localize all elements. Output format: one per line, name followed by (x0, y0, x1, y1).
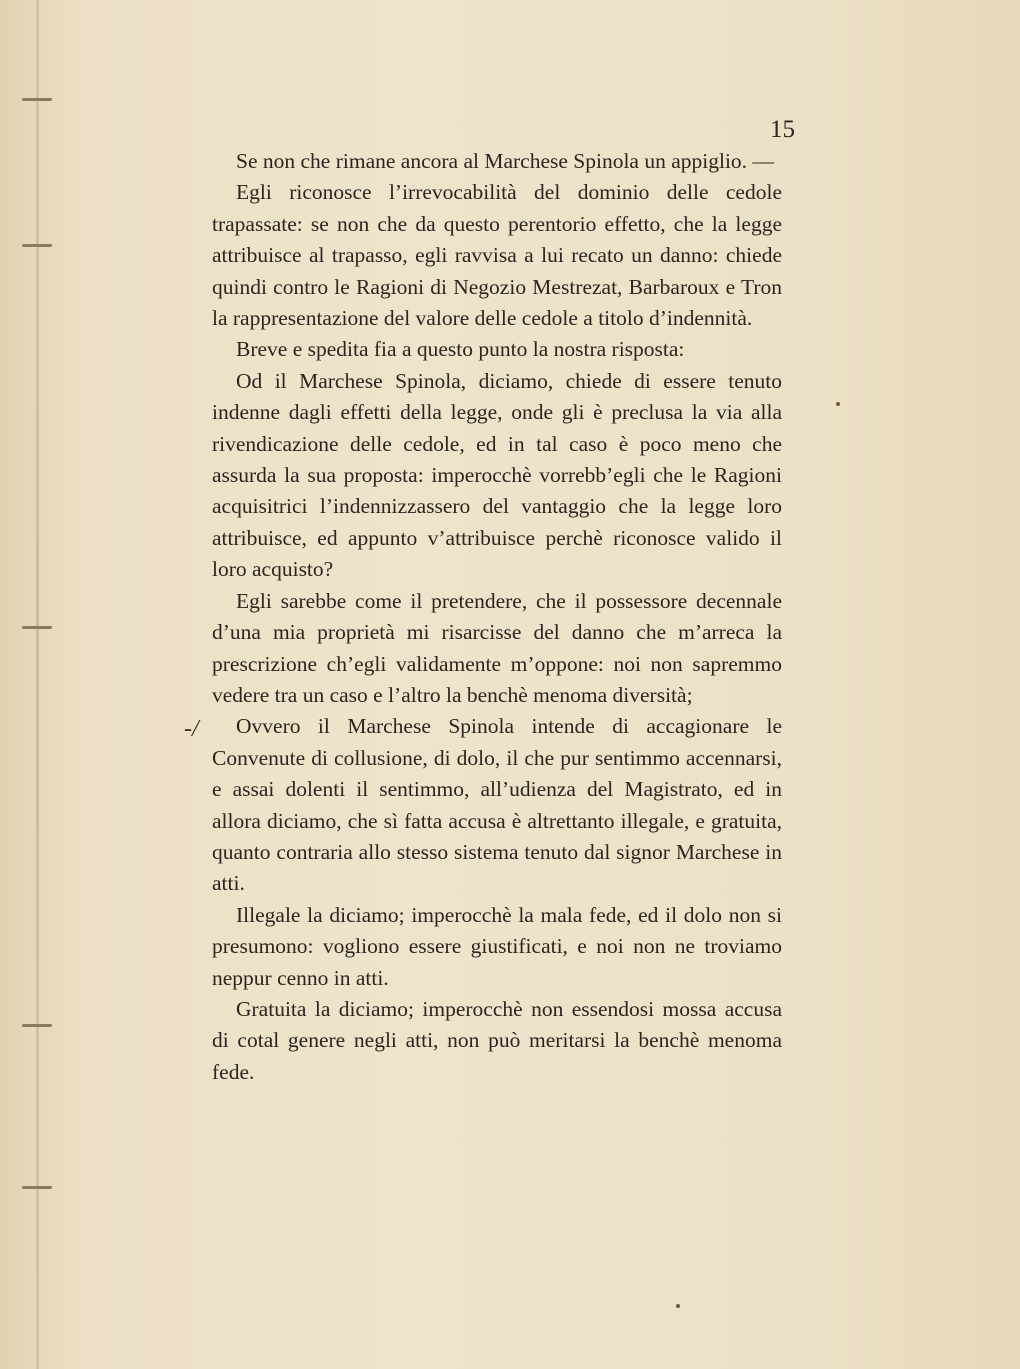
binding-stitch (22, 1186, 52, 1189)
binding-spine (36, 0, 39, 1369)
page-number: 15 (770, 116, 795, 143)
paragraph: Egli riconosce l’irrevocabilità del dominio delle cedole trapassate: se non che da questo perentorio effetto, che la legge attribuisce al trapasso, egli ravvisa a lui recato un danno: chiede quindi contro le Ragioni di Negozio Mestrezat, Barbaroux e Tron la rappresentazione del valore delle cedole a titolo d’indennità. (212, 180, 782, 331)
paragraph: Gratuita la diciamo; imperocchè non essendosi mossa accusa di cotal genere negli atti, non può meritarsi la benchè menoma fede. (212, 996, 782, 1084)
paragraph: Breve e spedita fia a questo punto la nostra risposta: (236, 337, 685, 362)
paragraph: Od il Marchese Spinola, diciamo, chiede di essere tenuto indenne dagli effetti della legge, onde gli è preclusa la via alla rivendicazione delle cedole, ed in tal caso è poco meno che assurda la sua proposta: imperocchè vorrebb’egli che le Ragioni acquisitrici l’indennizzassero del vantaggio che la legge loro attribuisce, ed appunto v’attribuisce perchè riconosce valido il loro acquisto? (212, 368, 782, 582)
binding-stitch (22, 1024, 52, 1027)
paragraph: Ovvero il Marchese Spinola intende di accagionare le Convenute di collusione, di dolo, il che pur sentimmo accennarsi, e assai dolenti il sentimmo, all’udienza del Magistrato, ed in allora diciamo, che sì fatta accusa è altrettanto illegale, e gratuita, quanto contraria allo stesso sistema tenuto dal signor Marchese in atti. (212, 714, 782, 896)
binding-stitch (22, 626, 52, 629)
paragraph: Illegale la diciamo; imperocchè la mala fede, ed il dolo non si presumono: vogliono essere giustificati, e noi non ne troviamo neppur cenno in atti. (212, 902, 782, 990)
body-text (212, 146, 782, 1088)
ink-speck (836, 402, 840, 406)
binding-stitch (22, 98, 52, 101)
handwritten-margin-mark: -/ (184, 716, 199, 742)
paragraph: Se non che rimane ancora al Marchese Spinola un appiglio. — (236, 149, 774, 173)
binding-stitch (22, 244, 52, 247)
paragraph: Egli sarebbe come il pretendere, che il possessore decennale d’una mia proprietà mi risarcisse del danno che m’arreca la prescrizione ch’egli validamente m’oppone: noi non sapremmo vedere tra un caso e l’altro la benchè menoma diversità; (212, 588, 782, 707)
ink-speck (676, 1304, 680, 1308)
